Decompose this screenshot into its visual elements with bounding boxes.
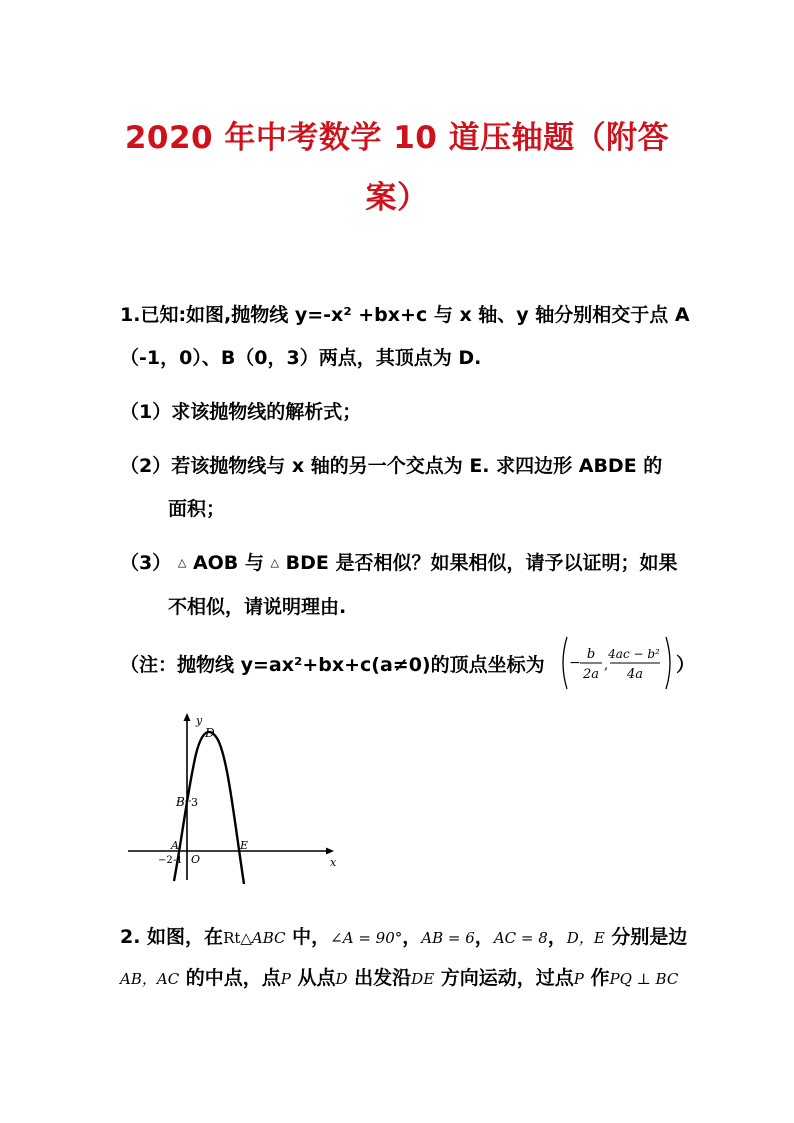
q2-text: 的中点，点 xyxy=(179,967,281,989)
q2-text: 方向运动，过点 xyxy=(434,967,574,989)
vertex-formula xyxy=(558,634,676,692)
q2-text: 从点 xyxy=(290,967,336,989)
page-title-continued xyxy=(0,172,794,217)
label-b: B xyxy=(176,795,185,809)
title-line-2: 案） xyxy=(365,180,429,216)
q1-line-1: 1.已知:如图,抛物线 y=-x² +bx+c 与 x 轴、y 轴分别相交于点 A xyxy=(120,304,690,326)
q1-part-1: （1）求该抛物线的解析式； xyxy=(120,401,362,423)
q2-abc: ABC xyxy=(251,929,286,947)
q2-text: 2. 如图，在 xyxy=(120,926,224,948)
q2-text: ， xyxy=(547,926,567,948)
q1-part-2-line-1: （2）若该抛物线与 x 轴的另一个交点为 E. 求四边形 ABDE 的 xyxy=(120,455,663,477)
formula-comma: , xyxy=(604,658,609,673)
q2-angle: ∠A = 90° xyxy=(330,929,403,947)
q1-note-suffix: ） xyxy=(676,654,696,676)
q2-sides: AB，AC xyxy=(120,970,180,988)
x-axis-arrow xyxy=(326,848,334,855)
label-x: x xyxy=(330,856,337,869)
q1-note-prefix: （注：抛物线 y=ax²+bx+c(a≠0)的顶点坐标为 xyxy=(120,654,545,676)
label-3: 3 xyxy=(191,796,198,809)
q1-line-2: （-1，0）、B（0，3）两点，其顶点为 D. xyxy=(120,347,482,369)
label-neg2: −2 xyxy=(158,855,173,866)
q2-text: 分别是边 xyxy=(604,926,688,948)
q2-line-2 xyxy=(120,963,678,990)
q2-rt-symbol: Rt△ xyxy=(223,929,252,947)
formula-den-1: 2a xyxy=(582,667,600,682)
label-o: O xyxy=(191,853,201,866)
q2-ac-length: AC = 8 xyxy=(493,929,548,947)
label-y: y xyxy=(196,714,203,727)
label-a: A xyxy=(171,839,179,852)
q1-part-3-line-1 xyxy=(120,548,678,575)
q2-point-d: D xyxy=(335,970,348,988)
q2-points-de: D，E xyxy=(566,929,605,947)
label-d: D xyxy=(205,726,215,740)
q1-part-3-line-2: 不相似，请说明理由. xyxy=(168,596,347,618)
parabola-figure xyxy=(122,708,344,886)
q2-text: ， xyxy=(402,926,422,948)
q2-text: 出发沿 xyxy=(347,967,412,989)
formula-num-2: 4ac − b² xyxy=(608,647,660,661)
q2-line-1 xyxy=(120,922,687,949)
triangle-symbol: △ xyxy=(177,556,187,569)
label-neg1: -1 xyxy=(173,855,183,866)
q2-point-p: P xyxy=(280,970,291,988)
q2-ab-length: AB = 6 xyxy=(421,929,475,947)
page-title xyxy=(0,112,794,157)
q1-part-3-rest: BDE 是否相似？如果相似，请予以证明；如果 xyxy=(285,552,678,574)
q1-part-2-line-2: 面积； xyxy=(168,498,226,520)
y-axis-arrow xyxy=(184,713,191,721)
formula-minus: − xyxy=(569,655,581,671)
q2-text: 作 xyxy=(583,967,610,989)
q2-perpendicular: PQ ⊥ BC xyxy=(609,970,679,988)
formula-den-2: 4a xyxy=(626,667,644,682)
q2-segment-de: DE xyxy=(411,970,435,988)
q2-point-p: P xyxy=(573,970,584,988)
q1-part-3-mid: AOB 与 xyxy=(192,552,264,574)
label-e: E xyxy=(240,839,249,852)
q2-text: 中， xyxy=(285,926,331,948)
triangle-symbol: △ xyxy=(270,556,280,569)
q1-part-3-prefix: （3） xyxy=(120,552,172,574)
q2-text: ， xyxy=(474,926,494,948)
title-line-1: 2020 年中考数学 10 道压轴题（附答 xyxy=(124,120,670,156)
formula-num-1: b xyxy=(586,647,596,662)
